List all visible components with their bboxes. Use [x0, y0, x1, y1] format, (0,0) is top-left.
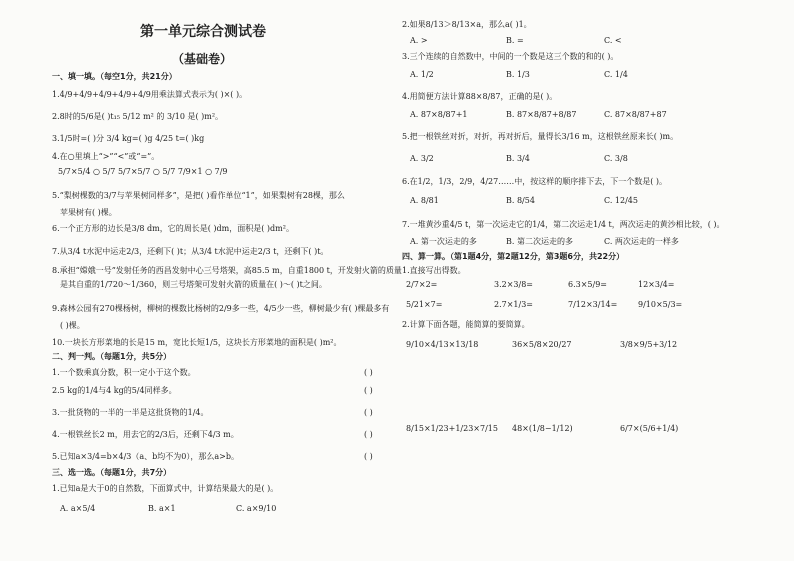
calc-1-item: 2.7×1/3= [494, 300, 534, 309]
calc-1-item: 6.3×5/9= [568, 280, 608, 289]
section-calculate: 四、算一算。（第1题4分，第2题12分，第3题6分，共22分） [402, 252, 625, 261]
choice-2: 2.如果8/13＞8/13×a，那么a( )1。 [402, 20, 532, 29]
judge-5-answer[interactable]: ( ) [364, 452, 373, 461]
choice-7-option-c[interactable]: C. 两次运走的一样多 [604, 237, 679, 246]
calc-2-item: 36×5/8×20/27 [512, 340, 572, 349]
section-fill-blank: 一、填一填。（每空1分，共21分） [52, 72, 177, 81]
choice-2-option-b[interactable]: B. = [506, 36, 524, 45]
choice-6-option-b[interactable]: B. 8/54 [506, 196, 535, 205]
choice-5-option-b[interactable]: B. 3/4 [506, 154, 530, 163]
choice-3-option-a[interactable]: A. 1/2 [410, 70, 434, 79]
choice-6-option-c[interactable]: C. 12/45 [604, 196, 638, 205]
choice-4: 4.用简便方法计算88×8/87，正确的是( )。 [402, 92, 558, 101]
choice-3: 3.三个连续的自然数中，中间的一个数是这三个数的和的( )。 [402, 52, 619, 61]
choice-5: 5.把一根铁丝对折，对折，再对折后，量得长3/16 m，这根铁丝原来长( )m。 [402, 132, 679, 141]
judge-1-answer[interactable]: ( ) [364, 368, 373, 377]
question-5-line-1: 5.“梨树棵数的3/7与苹果树同样多”，是把( )看作单位“1”，如果梨树有28棵，那么 [52, 191, 345, 200]
choice-1-option-b[interactable]: B. a×1 [148, 504, 176, 513]
choice-2-option-c[interactable]: C. < [604, 36, 622, 45]
choice-1-option-a[interactable]: A. a×5/4 [60, 504, 96, 513]
question-7: 7.从3/4 t水泥中运走2/3，还剩下( )t；从3/4 t水泥中运走2/3 t，还剩下( )t。 [52, 247, 329, 256]
section-choose: 三、选一选。（每题1分，共7分） [52, 468, 172, 477]
judge-2: 2.5 kg的1/4与4 kg的5/4同样多。 [52, 386, 177, 395]
question-6: 6.一个正方形的边长是3/8 dm，它的周长是( )dm，面积是( )dm²。 [52, 224, 294, 233]
question-4: 4.在○里填上“>”“<”或“=”。 [52, 152, 160, 161]
choice-4-option-b[interactable]: B. 87×8/87+8/87 [506, 110, 577, 119]
choice-5-option-a[interactable]: A. 3/2 [410, 154, 434, 163]
choice-4-option-a[interactable]: A. 87×8/87+1 [410, 110, 468, 119]
choice-7-option-a[interactable]: A. 第一次运走的多 [410, 237, 477, 246]
question-2: 2.8时的5/6是( )t₁₅ 5/12 m² 的 3/10 是( )m²。 [52, 112, 224, 121]
choice-3-option-c[interactable]: C. 1/4 [604, 70, 628, 79]
question-10: 10.一块长方形菜地的长是15 m，宽比长短1/5，这块长方形菜地的面积是( )m²。 [52, 338, 342, 347]
calc-2-item: 8/15×1/23+1/23×7/15 [406, 424, 498, 433]
question-9-line-1: 9.森林公园有270棵杨树，柳树的棵数比杨树的2/9多一些，4/5少一些，柳树最少有( )棵最多有 [52, 304, 390, 313]
judge-3-answer[interactable]: ( ) [364, 408, 373, 417]
page-subtitle: （基础卷） [172, 52, 233, 66]
judge-4-answer[interactable]: ( ) [364, 430, 373, 439]
question-8-line-1: 8.承担“嫦娥一号”发射任务的西昌发射中心三号塔架，高85.5 m，自重1800 t，开发射火箭的质量 [52, 266, 402, 275]
judge-5: 5.已知a×3/4=b×4/3（a、b均不为0），那么a>b。 [52, 452, 239, 461]
judge-1: 1.一个数乘真分数，积一定小于这个数。 [52, 368, 196, 377]
calc-2-instruction: 2.计算下面各题，能简算的要简算。 [402, 320, 530, 329]
calc-2-item: 48×(1/8−1/12) [512, 424, 573, 433]
choice-2-option-a[interactable]: A. > [410, 36, 428, 45]
calc-2-item: 9/10×4/13×13/18 [406, 340, 479, 349]
section-judge: 二、判一判。（每题1分，共5分） [52, 352, 172, 361]
choice-1-option-c[interactable]: C. a×9/10 [236, 504, 277, 513]
calc-1-item: 2/7×2= [406, 280, 438, 289]
judge-2-answer[interactable]: ( ) [364, 386, 373, 395]
calc-1-item: 5/21×7= [406, 300, 443, 309]
choice-6-option-a[interactable]: A. 8/81 [410, 196, 439, 205]
calc-1-item: 9/10×5/3= [638, 300, 683, 309]
choice-5-option-c[interactable]: C. 3/8 [604, 154, 628, 163]
question-3: 3.1/5时=( )分 3/4 kg=( )g 4/25 t=( )kg [52, 134, 205, 143]
calc-2-item: 3/8×9/5+3/12 [620, 340, 678, 349]
calc-1-item: 3.2×3/8= [494, 280, 534, 289]
judge-4: 4.一根铁丝长2 m，用去它的2/3后，还剩下4/3 m。 [52, 430, 239, 439]
judge-3: 3.一批货物的一半的一半是这批货物的1/4。 [52, 408, 209, 417]
choice-6: 6.在1/2，1/3，2/9，4/27……中，按这样的顺序排下去，下一个数是( )。 [402, 177, 668, 186]
choice-1: 1.已知a是大于0的自然数，下面算式中，计算结果最大的是( )。 [52, 484, 279, 493]
choice-4-option-c[interactable]: C. 87×8/87+87 [604, 110, 667, 119]
question-4-comparisons: 5/7×5/4 ○ 5/7 5/7×5/7 ○ 5/7 7/9×1 ○ 7/9 [58, 167, 228, 176]
question-8-line-2: 是其自重的1/720～1/360，则三号塔架可发射火箭的质量在( )～( )t之间。 [60, 280, 327, 289]
calc-1-item: 12×3/4= [638, 280, 675, 289]
choice-3-option-b[interactable]: B. 1/3 [506, 70, 530, 79]
calc-2-item: 6/7×(5/6+1/4) [620, 424, 679, 433]
question-5-line-2: 苹果树有( )棵。 [60, 208, 117, 217]
question-9-line-2: ( )棵。 [60, 321, 85, 330]
choice-7-option-b[interactable]: B. 第二次运走的多 [506, 237, 573, 246]
choice-7: 7.一堆黄沙重4/5 t，第一次运走它的1/4，第二次运走1/4 t，两次运走的黄沙相比较，( )。 [402, 220, 725, 229]
page-title: 第一单元综合测试卷 [140, 24, 266, 40]
question-1: 1.4/9+4/9+4/9+4/9+4/9用乘法算式表示为( )×( )。 [52, 90, 248, 99]
calc-1-instruction: 1.直接写出得数。 [402, 266, 466, 275]
calc-1-item: 7/12×3/14= [568, 300, 618, 309]
